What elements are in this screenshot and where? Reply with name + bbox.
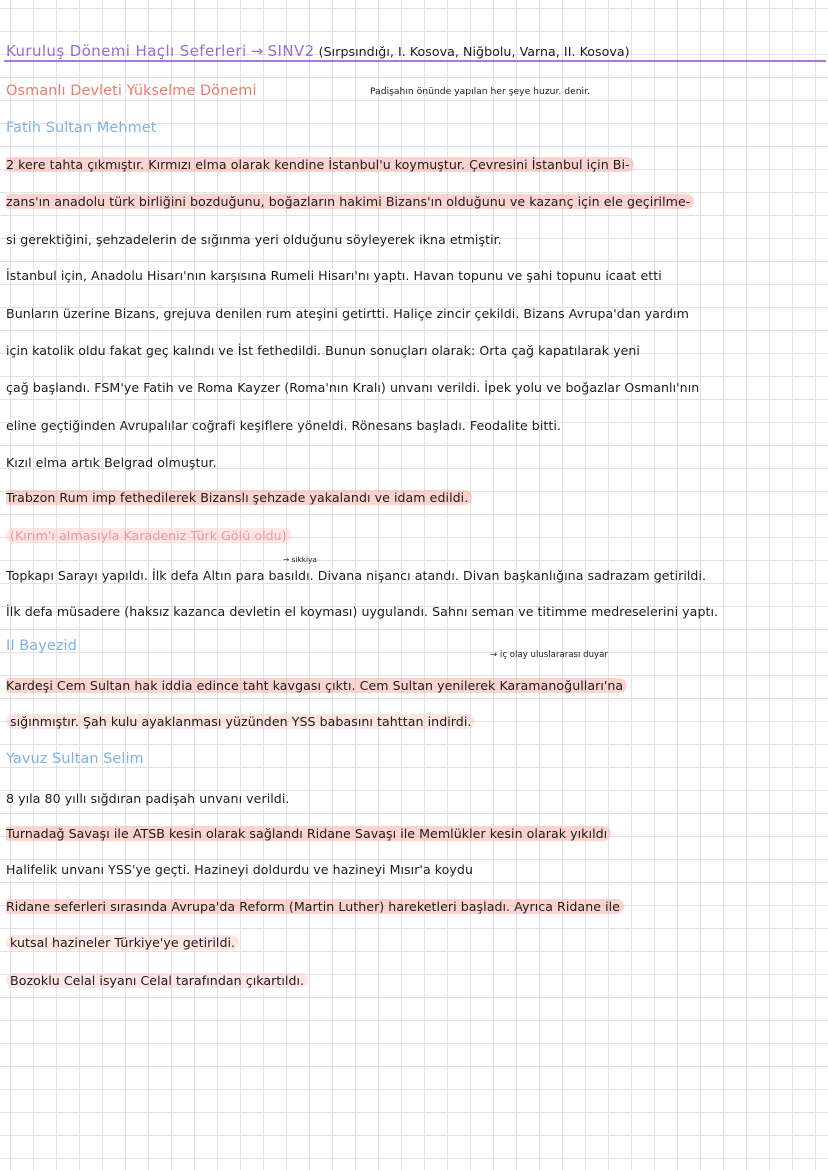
bayezid-note: → iç olay uluslararası duyar: [490, 650, 608, 660]
fatih-line-1: 2 kere tahta çıkmıştır. Kırmızı elma olarak kendine İstanbul'u koymuştur. Çevresini İstanbul için Bi-: [6, 155, 818, 175]
fatih-line-5: Bunların üzerine Bizans, grejuva denilen rum ateşini getirtti. Haliçe zincir çekildi. Bizans Avrupa'dan yardım: [6, 306, 689, 321]
bayezid-heading: II Bayezid: [6, 638, 77, 654]
arrow-icon: →: [250, 42, 264, 60]
fatih-line-2: zans'ın anadolu türk birliğini bozduğunu, boğazların hakimi Bizans'ın olduğunu ve kazanç için ele geçirilme-: [6, 192, 818, 212]
yavuz-line-5: kutsal hazineler Türkiye'ye getirildi.: [6, 933, 818, 953]
fatih-line-8: eline geçtiğinden Avrupalılar coğrafi keşiflere yöneldi. Rönesans başladı. Feodalite bitti.: [6, 418, 561, 433]
title-right: SINV2: [267, 42, 315, 60]
fatih-line-6: için katolik oldu fakat geç kalındı ve İst fethedildi. Bunun sonuçları olarak: Orta çağ kapatılarak yeni: [6, 343, 640, 358]
yavuz-heading: Yavuz Sultan Selim: [6, 751, 144, 767]
yavuz-line-1: 8 yıla 80 yıllı sığdıran padişah unvanı verildi.: [6, 791, 290, 806]
fatih-line-13: İlk defa müsadere (haksız kazanca devletin el koyması) uygulandı. Sahnı seman ve titimme medreselerini yaptı.: [6, 604, 719, 619]
fatih-heading: Fatih Sultan Mehmet: [6, 120, 157, 136]
yavuz-line-2: Turnadağ Savaşı ile ATSB kesin olarak sağlandı Ridane Savaşı ile Memlükler kesin olarak yıkıldı: [6, 824, 818, 844]
huzur-note: Padişahın önünde yapılan her şeye huzur. denir.: [370, 86, 590, 97]
fatih-line-7: çağ başlandı. FSM'ye Fatih ve Roma Kayzer (Roma'nın Kralı) unvanı verildi. İpek yolu ve boğazlar Osmanlı'nın: [6, 380, 700, 395]
fatih-line-11: (Kırım'ı almasıyla Karadeniz Türk Gölü oldu): [6, 526, 818, 546]
bayezid-line-2: sığınmıştır. Şah kulu ayaklanması yüzünden YSS babasını tahttan indirdi.: [6, 712, 818, 732]
fatih-line-4: İstanbul için, Anadolu Hisarı'nın karşısına Rumeli Hisarı'nı yaptı. Havan topunu ve şahi topunu icaat etti: [6, 268, 662, 283]
title-paren: (Sırpsındığı, I. Kosova, Niğbolu, Varna, II. Kosova): [318, 44, 630, 59]
page-title: [6, 41, 818, 62]
fatih-line-9: Kızıl elma artık Belgrad olmuştur.: [6, 455, 217, 470]
yavuz-line-4: Ridane seferleri sırasında Avrupa'da Reform (Martin Luther) hareketleri başladı. Ayrıca Ridane ile: [6, 897, 818, 917]
title-underline: [4, 60, 826, 62]
sikke-note: → sikkiya: [283, 555, 317, 564]
title-left: Kuruluş Dönemi Haçlı Seferleri: [6, 42, 247, 60]
yavuz-line-6: Bozoklu Celal isyanı Celal tarafından çıkartıldı.: [6, 971, 818, 991]
yavuz-line-3: Halifelik unvanı YSS'ye geçti. Hazineyi doldurdu ve hazineyi Mısır'a koydu: [6, 862, 473, 877]
bayezid-line-1: Kardeşi Cem Sultan hak iddia edince taht kavgası çıktı. Cem Sultan yenilerek Karamanoğulları'na: [6, 676, 818, 696]
fatih-line-12: Topkapı Sarayı yapıldı. İlk defa Altın para basıldı. Divana nişancı atandı. Divan başkanlığına sadrazam getirildi.: [6, 568, 707, 583]
fatih-line-10: Trabzon Rum imp fethedilerek Bizanslı şehzade yakalandı ve idam edildi.: [6, 488, 818, 508]
fatih-line-3: si gerektiğini, şehzadelerin de sığınma yeri olduğunu söyleyerek ikna etmiştir.: [6, 232, 502, 247]
period-heading: Osmanlı Devleti Yükselme Dönemi: [6, 83, 257, 99]
